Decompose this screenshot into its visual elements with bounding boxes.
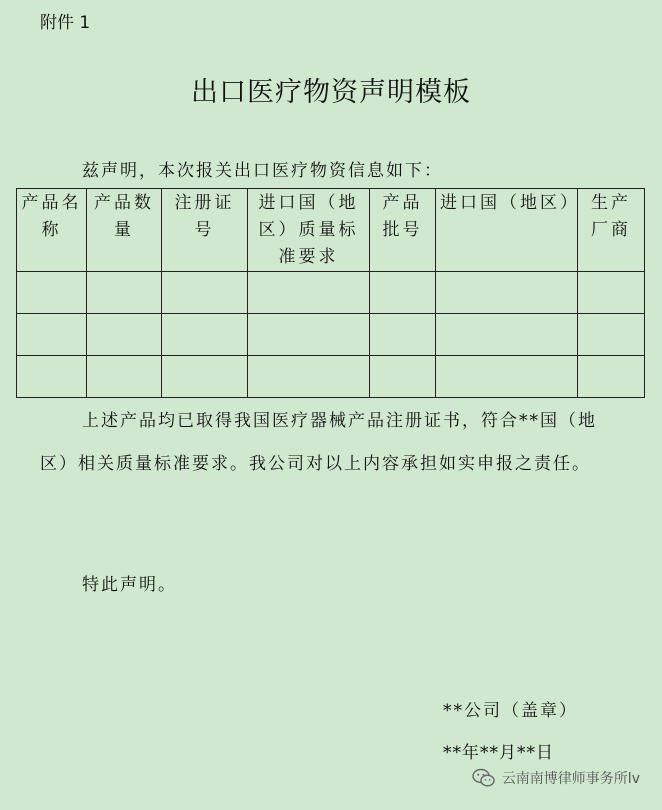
table-cell (578, 314, 645, 356)
watermark-text: 云南南博律师事务所lv (501, 771, 640, 787)
table-cell (248, 272, 370, 314)
table-cell (370, 356, 436, 398)
company-seal-line: **公司（盖章） (443, 701, 578, 721)
header-batch-number: 产品批号 (370, 189, 436, 272)
table-cell (87, 272, 162, 314)
declaration-paragraph: 上述产品均已取得我国医疗器械产品注册证书，符合**国（地区）相关质量标准要求。我公司对以上内容承担如实申报之责任。 (40, 411, 597, 474)
table-cell (436, 314, 578, 356)
table-cell (87, 314, 162, 356)
table-row (17, 356, 645, 398)
table-row (17, 314, 645, 356)
watermark (472, 768, 640, 788)
table-cell (370, 272, 436, 314)
document-title: 出口医疗物资声明模板 (191, 77, 471, 108)
table-cell (87, 356, 162, 398)
wechat-icon (472, 768, 496, 788)
intro-text: 兹声明，本次报关出口医疗物资信息如下： (82, 161, 443, 181)
table-cell (578, 272, 645, 314)
table-cell (370, 314, 436, 356)
table-cell (578, 356, 645, 398)
table-row (17, 272, 645, 314)
table-cell (162, 272, 248, 314)
header-import-country: 进口国（地区） (436, 189, 578, 272)
table-cell (17, 356, 87, 398)
table-cell (248, 356, 370, 398)
header-product-name: 产品名称 (17, 189, 87, 272)
attachment-label: 附件 1 (40, 13, 91, 33)
header-product-quantity: 产品数量 (87, 189, 162, 272)
declaration-table (16, 188, 645, 398)
header-manufacturer: 生产厂商 (578, 189, 645, 272)
table-cell (17, 272, 87, 314)
table-cell (436, 356, 578, 398)
date-line: **年**月**日 (443, 743, 554, 763)
table-cell (248, 314, 370, 356)
header-quality-standard: 进口国（地区）质量标准要求 (248, 189, 370, 272)
table-header-row (17, 189, 645, 272)
table-cell (162, 314, 248, 356)
table-cell (162, 356, 248, 398)
table-cell (436, 272, 578, 314)
header-registration-number: 注册证号 (162, 189, 248, 272)
table-cell (17, 314, 87, 356)
closing-text: 特此声明。 (82, 575, 177, 595)
